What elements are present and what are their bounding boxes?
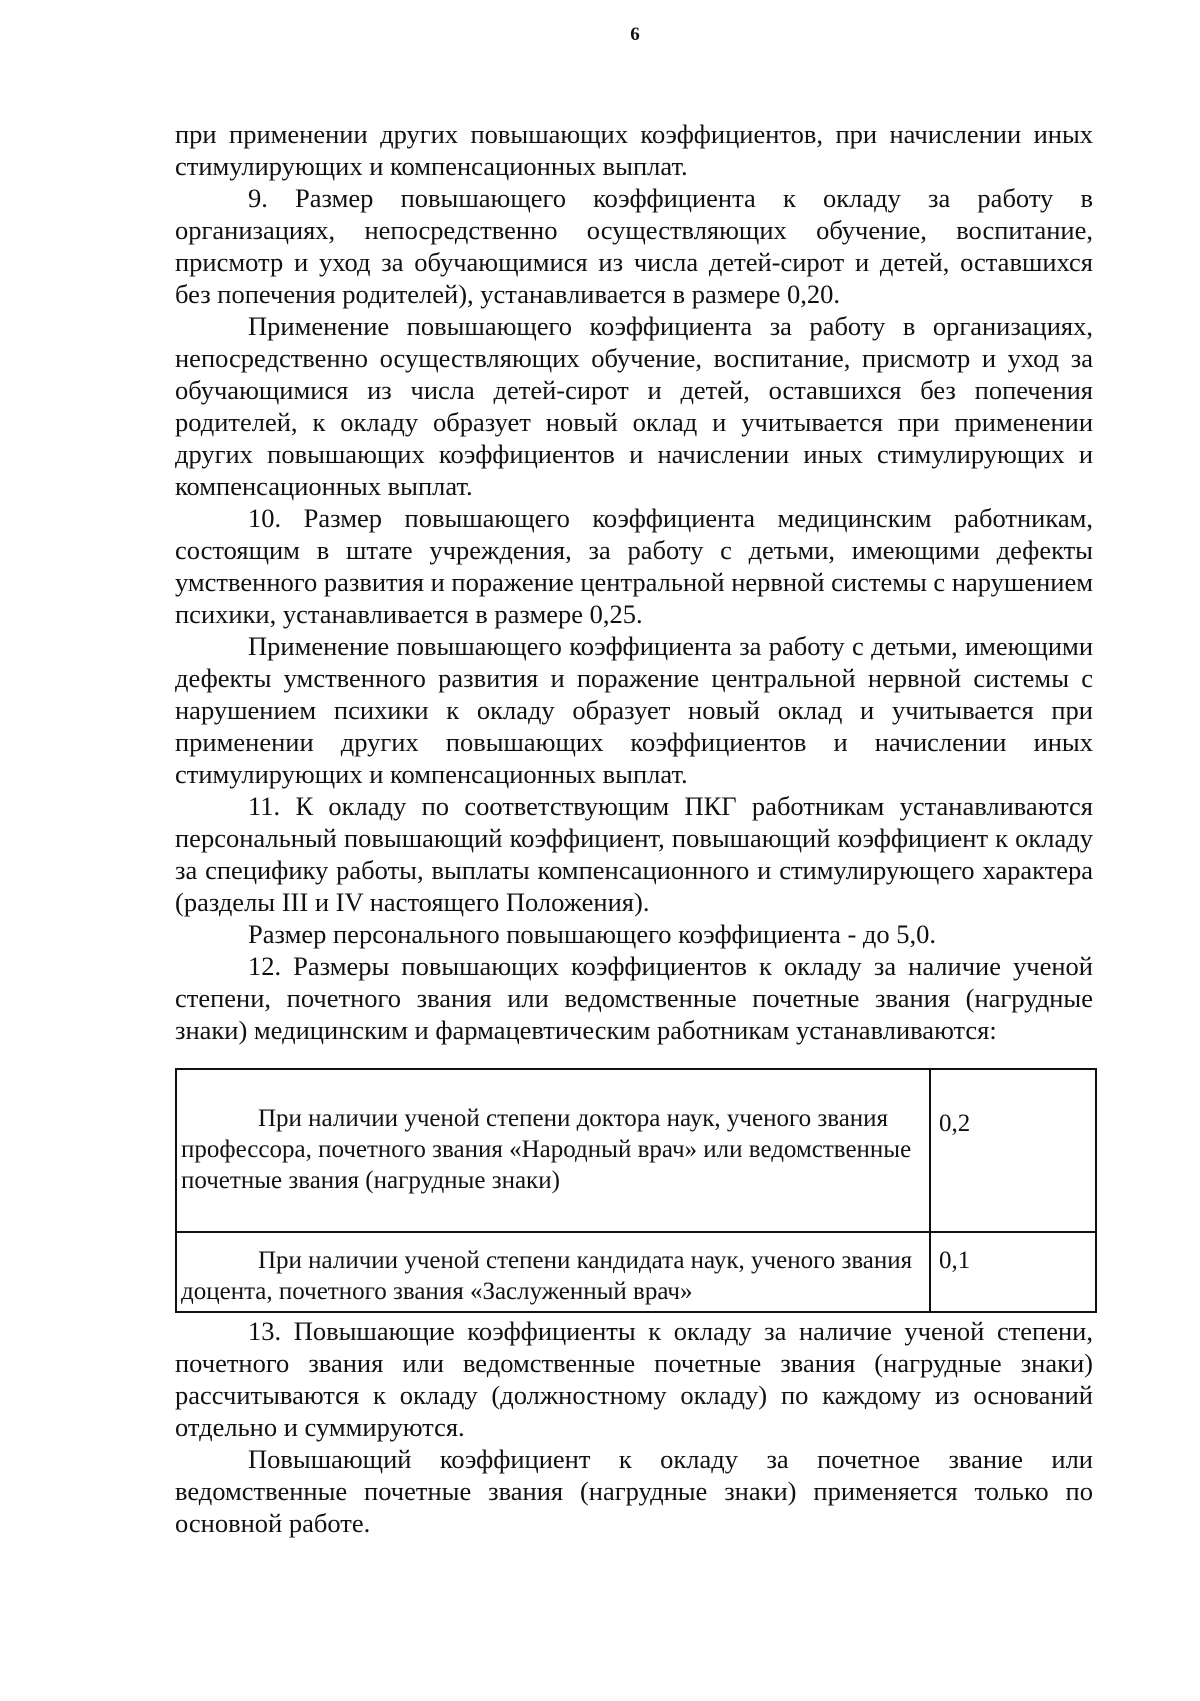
paragraph-continuation: при применении других повышающих коэффициентов, при начислении иных стимулирующих и компенсационных выплат.	[175, 119, 1093, 181]
table-row	[176, 1069, 1096, 1232]
coefficient-table	[175, 1068, 1097, 1313]
document-body	[175, 118, 1093, 1539]
table-description-text: При наличии ученой степени доктора наук, ученого звания профессора, почетного звания «Народный врач» или ведомственные почетные звания (нагрудные знаки)	[181, 1105, 912, 1194]
table-cell-description	[176, 1232, 930, 1312]
page-number: 6	[630, 24, 640, 45]
paragraph-item-10: 10. Размер повышающего коэффициента медицинским работникам, состоящим в штате учреждения, за работу с детьми, имеющими дефекты умственного развития и поражение центральной нервной системы с нарушением психики, устанавливается в размере 0,25.	[175, 503, 1093, 629]
table-row	[176, 1232, 1096, 1312]
table-cell-value: 0,1	[930, 1232, 1096, 1312]
table-cell-description	[176, 1069, 930, 1232]
paragraph-item-9: 9. Размер повышающего коэффициента к окладу за работу в организациях, непосредственно осуществляющих обучение, воспитание, присмотр и уход за обучающимися из числа детей-сирот и детей, оставшихся без попечения родителей), устанавливается в размере 0,20.	[175, 183, 1093, 309]
paragraph-item-11: 11. К окладу по соответствующим ПКГ работникам устанавливаются персональный повышающий коэффициент, повышающий коэффициент к окладу за специфику работы, выплаты компенсационного и стимулирующего характера (разделы III и IV настоящего Положения).	[175, 791, 1093, 917]
paragraph-item-12: 12. Размеры повышающих коэффициентов к окладу за наличие ученой степени, почетного звания или ведомственные почетные звания (нагрудные знаки) медицинским и фармацевтическим работникам устанавливаются:	[175, 951, 1093, 1045]
paragraph-item-13: 13. Повышающие коэффициенты к окладу за наличие ученой степени, почетного звания или ведомственные почетные звания (нагрудные знаки) рассчитываются к окладу (должностному окладу) по каждому из оснований отдельно и суммируются.	[175, 1316, 1093, 1442]
paragraph-item-9-application: Применение повышающего коэффициента за работу в организациях, непосредственно осуществляющих обучение, воспитание, присмотр и уход за обучающимися из числа детей-сирот и детей, оставшихся без попечения родителей, к окладу образует новый оклад и учитывается при применении других повышающих коэффициентов и начислении иных стимулирующих и компенсационных выплат.	[175, 311, 1093, 501]
table-description-text: При наличии ученой степени кандидата наук, ученого звания доцента, почетного звания «Заслуженный врач»	[181, 1247, 913, 1305]
paragraph-item-13-honorary: Повышающий коэффициент к окладу за почетное звание или ведомственные почетные звания (нагрудные знаки) применяется только по основной работе.	[175, 1444, 1093, 1538]
table-cell-value: 0,2	[930, 1069, 1096, 1232]
paragraph-item-11-personal: Размер персонального повышающего коэффициента - до 5,0.	[248, 919, 937, 949]
paragraph-item-10-application: Применение повышающего коэффициента за работу с детьми, имеющими дефекты умственного развития и поражение центральной нервной системы с нарушением психики к окладу образует новый оклад и учитывается при применении других повышающих коэффициентов и начислении иных стимулирующих и компенсационных выплат.	[175, 631, 1093, 789]
